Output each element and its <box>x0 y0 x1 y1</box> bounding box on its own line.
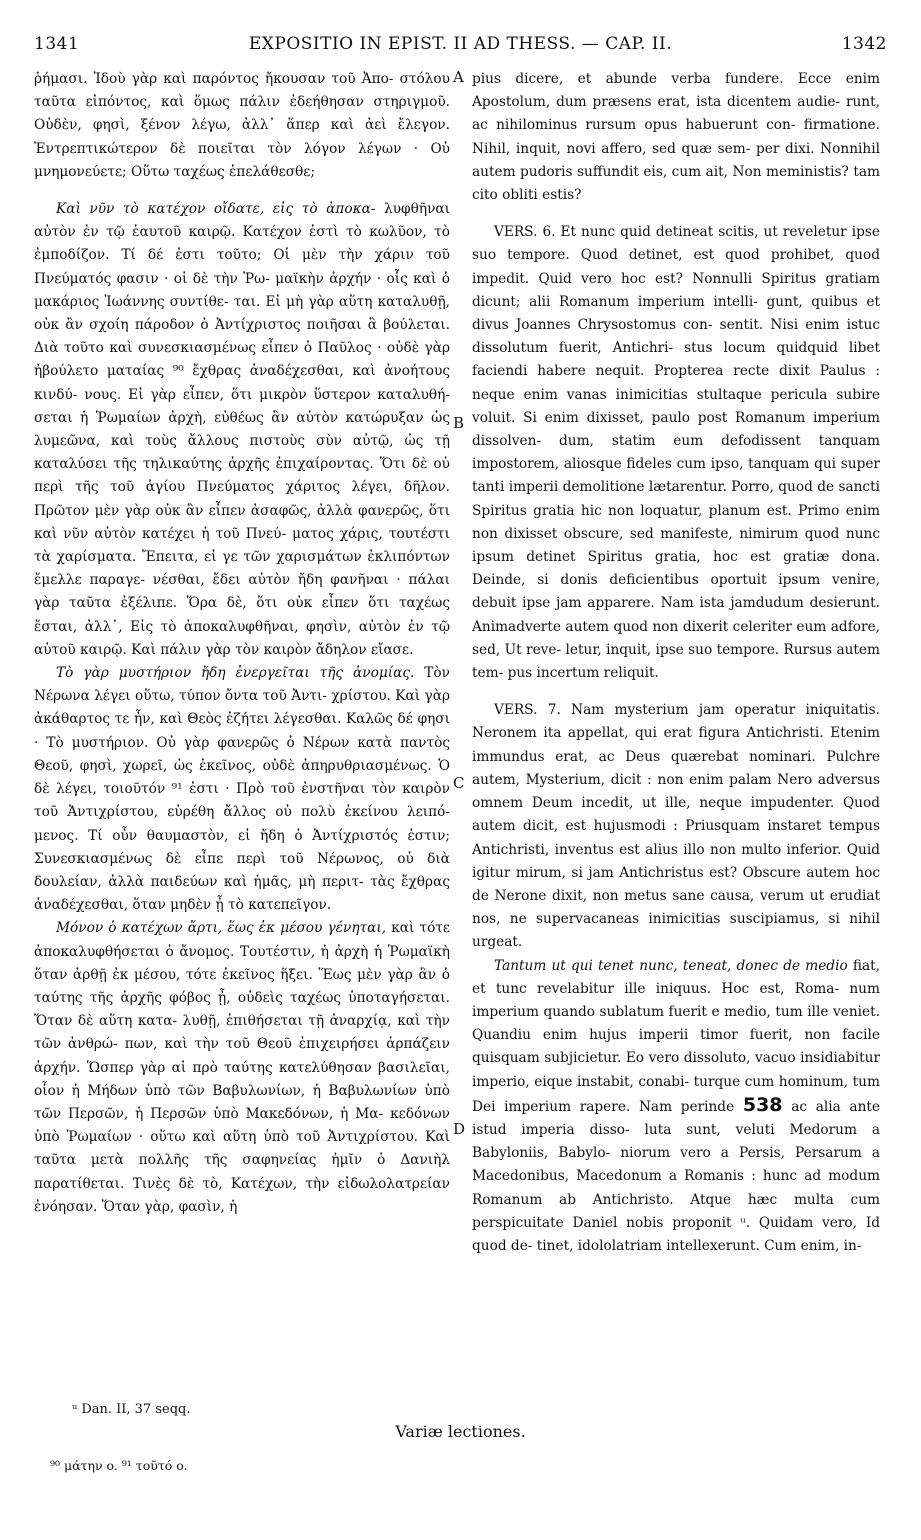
greek-paragraph-2: Καὶ νῦν τὸ κατέχον οἴδατε, εἰς τὸ ἀποκα- λυφθῆναι αὐτὸν ἐν τῷ ἑαυτοῦ καιρῷ. Κατέχον ἐστὶ τὸ κωλῦον, τὸ ἐμποδίζον. Τί δέ ἐστι τοῦτο; Οἱ μὲν τὴν χάριν τοῦ Πνεύματός φασιν · οἱ δὲ τὴν Ῥω- μαϊκὴν ἀρχήν · οἷς καὶ ὁ μακάριος Ἰωάννης συντίθε- ται. Εἰ μὴ γὰρ αὕτη καταλυθῇ, οὐκ ἂν σχοίη πάροδον ὁ Ἀντίχριστος ποιῆσαι ἃ βούλεται. Διὰ τοῦτο καὶ συνεσκιασμένως εἶπεν ὁ Παῦλος · οὐδὲ γὰρ ἠβούλετο ματαίας ⁹⁰ ἔχθρας ἀναδέχεσθαι, καὶ ἀνοήτους κινδύ- νους. Εἰ γὰρ εἶπεν, ὅτι μικρὸν ὕστερον καταλυθή- σεται ἡ Ῥωμαίων ἀρχὴ, εὐθέως ἂν αὐτὸν κατώρυξαν ὡς λυμεῶνα, καὶ τοὺς ἄλλους πιστοὺς σὺν αὐτῷ, ὡς τῇ καταλύσει τῆς τηλικαύτης ἀρχῆς ἐπιχαίροντας. Ὅτι δὲ οὐ περὶ τῆς τοῦ ἁγίου Πνεύματος χάριτος λέγει, δῆλον. Πρῶτον μὲν γὰρ οὐκ ἂν εἶπεν ἀσαφῶς, ἀλλὰ φανερῶς, ὅτι καὶ νῦν αὐτὸν κατέχει ἡ τοῦ Πνεύ- ματος χάρις, τουτέστι τὰ χαρίσματα. Ἔπειτα, εἰ γε τῶν χαρισμάτων ἐκλιπόντων ἔμελλε παραγε- νέσθαι, ἔδει αὐτὸν ἤδη φανῆναι · πάλαι γὰρ ταῦτα ἐξέλιπε. Ὅρα δὲ, ὅτι οὐκ εἶπεν ὅτι ταχέως ἔσται, ἀλλ᾽, Εἰς τὸ ἀποκαλυφθῆναι, φησὶν, αὐτὸν ἐν τῷ αὐτοῦ καιρῷ. Καὶ πάλιν γὰρ τὸν καιρὸν ἄδηλον εἴασε. <box>34 201 451 658</box>
greek-paragraph-3: Τὸ γὰρ μυστήριον ἤδη ἐνεργεῖται τῆς ἀνομίας. Τὸν Νέρωνα λέγει οὕτω, τύπον ὄντα τοῦ Ἀντι- χρίστου. Καὶ γὰρ ἀκάθαρτος τε ἦν, καὶ Θεὸς ἐζήτει λέγεσθαι. Καλῶς δέ φησι · Τὸ μυστήριον. Οὐ γὰρ φανερῶς ὁ Νέρων κατὰ παντὸς Θεοῦ, φησὶ, χωρεῖ, ὡς ἐκεῖνος, οὐδὲ ἀπηρυθριασμένως. Ὁ δὲ λέγει, τοιοῦτόν ⁹¹ ἐστι · Πρὸ τοῦ ἐνστῆναι τὸν καιρὸν τοῦ Ἀντιχρίστου, εὑρέθη ἄλλος οὐ πολὺ ἐκείνου λειπό- μενος. Τί οὖν θαυμαστὸν, εἰ ἤδη ὁ Ἀντίχριστός ἐστιν; Συνεσκιασμένως δὲ εἶπε περὶ τοῦ Νέρωνος, οὐ διὰ δουλείαν, ἀλλὰ παιδεύων καὶ ἡμᾶς, μὴ περιτ- τὰς ἔχθρας ἀναδέχεσθαι, ὅταν μηδὲν ᾖ τὸ κατεπεῖγον. <box>34 665 451 914</box>
latin-paragraph-2: VERS. 6. Et nunc quid detineat scitis, ut reveletur ipse suo tempore. Quod detinet, est quod prohibet, quod impedit. Quid vero hoc est? Nonnulli Spiritus gratiam dicunt; alii Romanum imperium intelli- gunt, quibus et divus Joannes Chrysostomus con- sentit. Nisi enim istuc dissolutum fuerit, Antichri- stus locum quidquid libet faciendi habere nequit. Propterea recte dixit Paulus : neque enim vanas inimicitias stultaque pericula subire voluit. Si enim dixisset, paulo post Romanum imperium dissolven- dum, statim eum defodissent tanquam impostorem, aliosque fideles cum ipso, tanquam qui super tanti imperii demolitione lætarentur. Porro, quod de sancti Spiritus gratia hic non loquatur, planum est. Primo enim non dixisset obscure, sed manifeste, nimirum quod nunc ipsum detinet Spiritus gratia, hoc est gratiæ dona. Deinde, si donis deficientibus oportuit ipsum venire, debuit ipse jam apparere. Nam ista jamdudum desierunt. Animadverte autem quod non dixerit celeriter eum adfore, sed, Ut reve- letur, inquit, ipse suo tempore. Rursus autem tem- pus incertum reliquit. <box>472 224 881 682</box>
margin-letter-d: D <box>453 1120 466 1138</box>
margin-letter-b: B <box>453 414 465 432</box>
page-marker-538: 538 <box>742 1093 783 1116</box>
variant-readings: ⁹⁰ μάτην o. ⁹¹ τοῦτό o. <box>50 1458 188 1473</box>
latin-paragraph-3: VERS. 7. Nam mysterium jam operatur iniquitatis. Neronem ita appellat, qui erat figura Antichristi. Etenim immundus erat, ac Deus quærebat nominari. Pulchre autem, Mysterium, dicit : non enim palam Nero adversus omnem Deum incedit, ut ille, neque impudenter. Quod autem dicit, est hujusmodi : Priusquam instaret tempus Antichristi, inventus est alius illo non multo inferior. Quid igitur mirum, si jam Antichristus est? Obscure autem hoc de Nerone dixit, non metus sane causa, verum ut erudiat nos, ne supervacaneas inimicitias suscipiamus, si nihil urgeat. <box>472 702 881 951</box>
margin-letter-a: A <box>453 68 464 86</box>
greek-column <box>34 68 450 1219</box>
greek-paragraph-1: ῥήμασι. Ἰδοὺ γὰρ καὶ παρόντος ἤκουσαν τοῦ Ἀπο- στόλου ταῦτα εἰπόντος, καὶ ὅμως πάλιν ἐδεήθησαν στηριγμοῦ. Οὐδὲν, φησὶ, ξένον λέγω, ἀλλ᾽ ἅπερ καὶ ἀεὶ ἔλεγον. Ἐντρεπτικώτερον δὲ ποιεῖται τὸν λόγον λέγων · Οὐ μνημονεύετε; Οὕτω ταχέως ἐπελάθεσθε; <box>34 71 450 180</box>
margin-letter-c: C <box>453 774 465 792</box>
footnote-dan: ᵘ Dan. II, 37 seqq. <box>72 1402 191 1417</box>
page-number-left: 1341 <box>34 34 80 54</box>
latin-paragraph-4: Tantum ut qui tenet nunc, teneat, donec de medio fiat, et tunc revelabitur ille iniquus. Hoc est, Roma- num imperium quando sublatum fuerit e medio, tum ille veniet. Quandiu enim hujus imperii timor fuerit, non facile quisquam subjicietur. Eo vero dissoluto, vacuo insidiabitur imperio, eique instabit, conabi- turque cum hominum, tum Dei imperium rapere. Nam perinde 538 ac alia ante istud imperia disso- luta sunt, veluti Medorum a Babyloniis, Babylo- niorum vero a Persis, Persarum a Macedonibus, Macedonum a Romanis : hunc ad modum Romanum ab Antichristo. Atque hæc multa cum perspicuitate Daniel nobis proponit ᵘ. Quidam vero, Id quod de- tinet, idololatriam intellexerunt. Cum enim, in- <box>472 957 881 1254</box>
latin-paragraph-1: pius dicere, et abunde verba fundere. Ecce enim Apostolum, dum præsens erat, ista dicentem audie- runt, ac nihilominus rursum opus habuerunt con- firmatione. Nihil, inquit, novi affero, sed quæ sem- per dixi. Nonnihil autem pudoris suffundit eis, cum ait, Non meministis? tam cito obliti estis? <box>472 71 880 204</box>
greek-paragraph-4: Μόνον ὁ κατέχων ἄρτι, ἕως ἐκ μέσου γένηται, καὶ τότε ἀποκαλυφθήσεται ὁ ἄνομος. Τουτέστιν, ἡ ἀρχὴ ἡ Ῥωμαϊκὴ ὅταν ἀρθῇ ἐκ μέσου, τότε ἐκεῖνος ἥξει. Ἕως μὲν γὰρ ἂν ὁ ταύτης τῆς ἀρχῆς φόβος ᾖ, οὐδεὶς ταχέως ὑποταγήσεται. Ὅταν δὲ αὕτη κατα- λυθῇ, ἐπιθήσεται τῇ ἀναρχίᾳ, καὶ τὴν τῶν ἀνθρώ- πων, καὶ τὴν τοῦ Θεοῦ ἐπιχειρήσει ἁρπάζειν ἀρχήν. Ὥσπερ γὰρ αἱ πρὸ ταύτης κατελύθησαν βασιλεῖαι, οἷον ἡ Μήδων ὑπὸ τῶν Βαβυλωνίων, ἡ Βαβυλωνίων ὑπὸ τῶν Περσῶν, ἡ Περσῶν ὑπὸ Μακεδόνων, ἡ Μα- κεδόνων ὑπὸ Ῥωμαίων · οὕτω καὶ αὕτη ὑπὸ τοῦ Ἀντιχρίστου. Καὶ ταῦτα μετὰ πολλῆς τῆς σαφηνείας ἡμῖν ὁ Δανιὴλ παρατίθεται. Τινὲς δὲ τὸ, Κατέχων, τὴν εἰδωλολατρείαν ἐνόησαν. Ὅταν γὰρ, φασὶν, ἡ <box>34 920 451 1215</box>
page-number-right: 1342 <box>841 34 887 54</box>
variae-lectiones-title: Variæ lectiones. <box>395 1422 526 1441</box>
running-title: EXPOSITIO IN EPIST. II AD THESS. — CAP. II. <box>248 34 673 54</box>
latin-column <box>472 68 880 1258</box>
